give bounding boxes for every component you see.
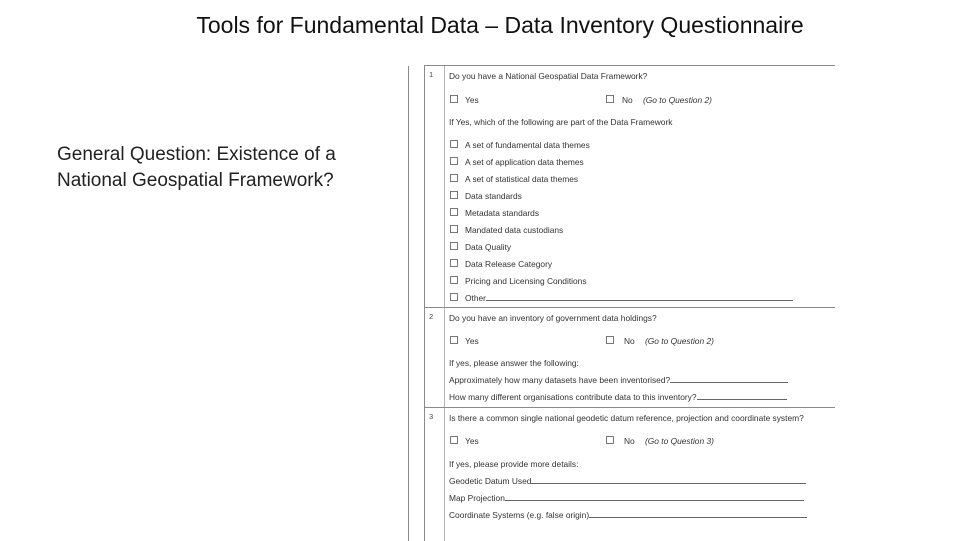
form-left-border (408, 66, 409, 541)
q1-option-label: A set of fundamental data themes (465, 140, 590, 150)
q1-option-label: Data Release Category (465, 259, 553, 269)
q1-no-note: (Go to Question 2) (643, 95, 712, 105)
q1-option-checkbox[interactable] (450, 140, 458, 148)
q1-option-label: Mandated data custodians (465, 225, 564, 235)
q3-yes-label: Yes (465, 436, 479, 446)
q1-option-checkbox[interactable] (450, 225, 458, 233)
q2-yes-checkbox[interactable] (450, 336, 458, 344)
q1-no-label: No (622, 95, 633, 105)
q1-followup: If Yes, which of the following are part of the Data Framework (449, 117, 673, 127)
questionnaire-form (424, 65, 835, 541)
q3-coordinate-blank[interactable] (589, 510, 807, 518)
q3-coordinate-row (449, 510, 807, 520)
question-3-text: Is there a common single national geodetic datum reference, projection and coordinate system? (449, 413, 804, 423)
q1-yes-checkbox[interactable] (450, 95, 458, 103)
q1-option-label: A set of application data themes (465, 157, 584, 167)
q3-no-checkbox[interactable] (606, 436, 614, 444)
question-2-number: 2 (429, 312, 434, 321)
q1-option-label: Data Quality (465, 242, 512, 252)
q3-datum-label: Geodetic Datum Used (449, 476, 532, 486)
question-3-number: 3 (429, 412, 434, 421)
question-1-text: Do you have a National Geospatial Data Framework? (449, 71, 648, 81)
q1-option-checkbox[interactable] (450, 276, 458, 284)
q1-option-checkbox[interactable] (450, 242, 458, 250)
general-question: General Question: Existence of a National Geospatial Framework? (57, 144, 336, 191)
q1-other-row (465, 293, 793, 303)
q1-other-blank[interactable] (486, 293, 793, 301)
q1-option-checkbox[interactable] (450, 174, 458, 182)
q1-option-checkbox[interactable] (450, 293, 458, 301)
q2-followup: If yes, please answer the following: (449, 358, 579, 368)
q3-no-label: No (624, 436, 635, 446)
q2-datasets-label: Approximately how many datasets have been inventorised? (449, 375, 671, 385)
q1-option-checkbox[interactable] (450, 157, 458, 165)
q2-no-note: (Go to Question 2) (645, 336, 714, 346)
q3-yes-checkbox[interactable] (450, 436, 458, 444)
q3-followup: If yes, please provide more details: (449, 459, 579, 469)
q3-no-note: (Go to Question 3) (645, 436, 714, 446)
slide-title: Tools for Fundamental Data – Data Inventory Questionnaire (196, 12, 804, 38)
q3-datum-blank[interactable] (531, 476, 806, 484)
q1-option-checkbox[interactable] (450, 259, 458, 267)
q2-datasets-blank[interactable] (670, 375, 788, 383)
q1-option-label: Data standards (465, 191, 522, 201)
question-1-number: 1 (429, 70, 434, 79)
question-1-section (425, 66, 835, 308)
q2-no-label: No (624, 336, 635, 346)
q3-projection-row (449, 493, 804, 503)
q1-option-checkbox[interactable] (450, 208, 458, 216)
q3-projection-label: Map Projection (449, 493, 505, 503)
q1-option-checkbox[interactable] (450, 191, 458, 199)
q1-option-label: Metadata standards (465, 208, 540, 218)
q2-datasets-row (449, 375, 788, 385)
q2-yes-label: Yes (465, 336, 479, 346)
q2-organisations-row (449, 392, 787, 402)
q3-datum-row (449, 476, 806, 486)
q3-projection-blank[interactable] (505, 493, 804, 501)
q3-coordinate-label: Coordinate Systems (e.g. false origin) (449, 510, 590, 520)
q2-no-checkbox[interactable] (606, 336, 614, 344)
q2-organisations-blank[interactable] (697, 392, 787, 400)
q1-other-label: Other (465, 293, 486, 303)
q1-option-label: Pricing and Licensing Conditions (465, 276, 587, 286)
q2-organisations-label: How many different organisations contribute data to this inventory? (449, 392, 697, 402)
q1-option-label: A set of statistical data themes (465, 174, 579, 184)
question-2-text: Do you have an inventory of government data holdings? (449, 313, 657, 323)
q1-yes-label: Yes (465, 95, 479, 105)
q1-no-checkbox[interactable] (606, 95, 614, 103)
question-3-section (425, 408, 835, 541)
question-2-section (425, 308, 835, 408)
